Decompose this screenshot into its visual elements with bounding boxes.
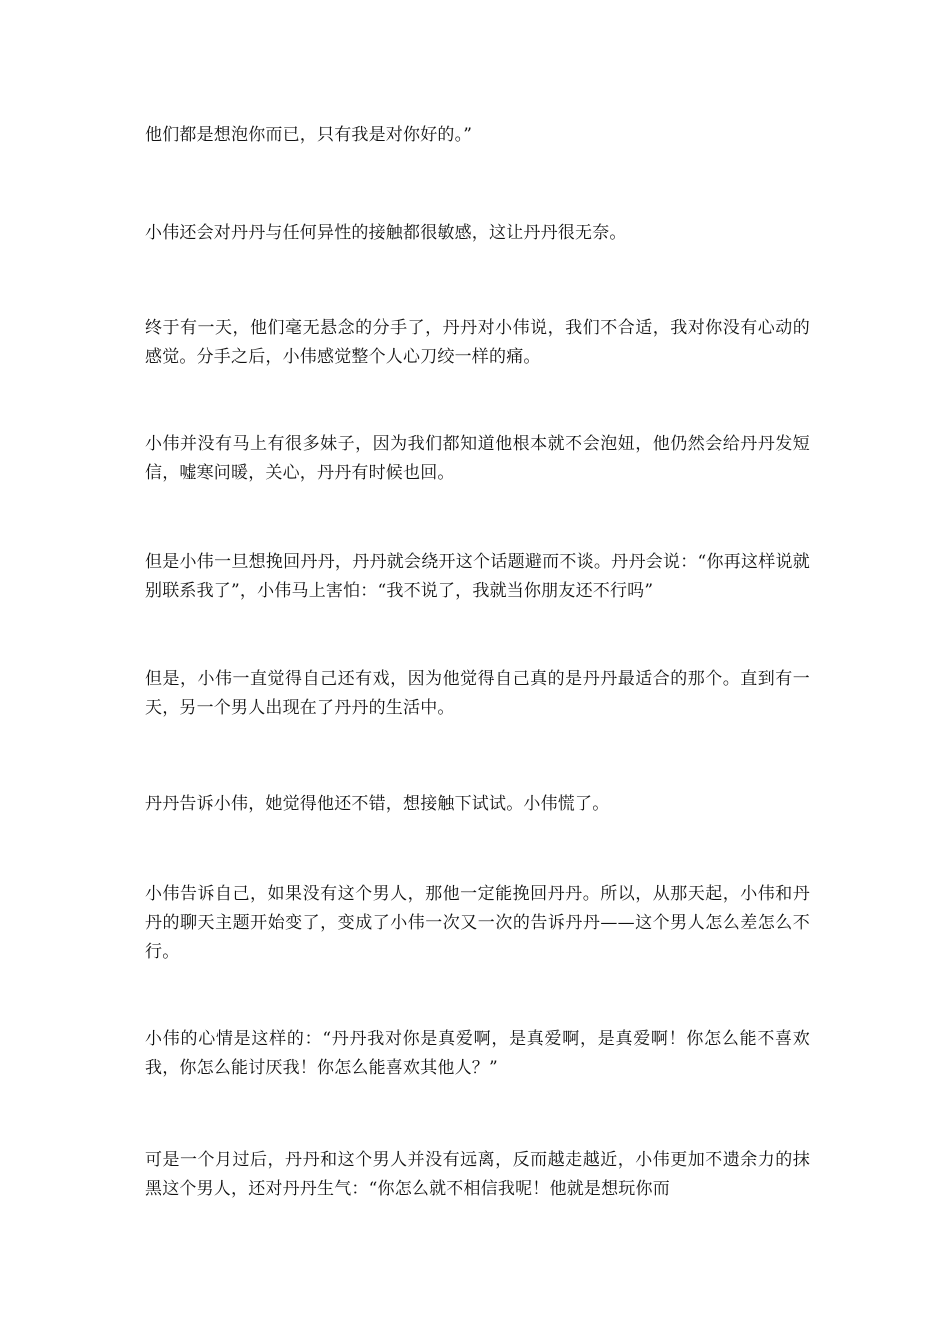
paragraph-10: 可是一个月过后，丹丹和这个男人并没有远离，反而越走越近，小伟更加不遗余力的抹黑这个男人，还对丹丹生气：“你怎么就不相信我呢！他就是想玩你而 bbox=[145, 1150, 810, 1199]
paragraph-1: 他们都是想泡你而已，只有我是对你好的。” bbox=[145, 125, 473, 145]
paragraph-9: 小伟的心情是这样的：“丹丹我对你是真爱啊，是真爱啊，是真爱啊！你怎么能不喜欢我，你怎么能讨厌我！你怎么能喜欢其他人？” bbox=[145, 1029, 810, 1078]
paragraph-7: 丹丹告诉小伟，她觉得他还不错，想接触下试试。小伟慌了。 bbox=[145, 794, 610, 814]
paragraph-6: 但是，小伟一直觉得自己还有戏，因为他觉得自己真的是丹丹最适合的那个。直到有一天，另一个男人出现在了丹丹的生活中。 bbox=[145, 669, 810, 718]
paragraph-3: 终于有一天，他们毫无悬念的分手了，丹丹对小伟说，我们不合适，我对你没有心动的感觉。分手之后，小伟感觉整个人心刀绞一样的痛。 bbox=[145, 318, 810, 367]
paragraph-8: 小伟告诉自己，如果没有这个男人，那他一定能挽回丹丹。所以，从那天起，小伟和丹丹的聊天主题开始变了，变成了小伟一次又一次的告诉丹丹——这个男人怎么差怎么不行。 bbox=[145, 884, 810, 962]
paragraph-5: 但是小伟一旦想挽回丹丹，丹丹就会绕开这个话题避而不谈。丹丹会说：“你再这样说就别联系我了”，小伟马上害怕：“我不说了，我就当你朋友还不行吗” bbox=[145, 552, 810, 601]
paragraph-2: 小伟还会对丹丹与任何异性的接触都很敏感，这让丹丹很无奈。 bbox=[145, 223, 627, 243]
paragraph-4: 小伟并没有马上有很多妹子，因为我们都知道他根本就不会泡妞，他仍然会给丹丹发短信，嘘寒问暖，关心，丹丹有时候也回。 bbox=[145, 434, 810, 483]
